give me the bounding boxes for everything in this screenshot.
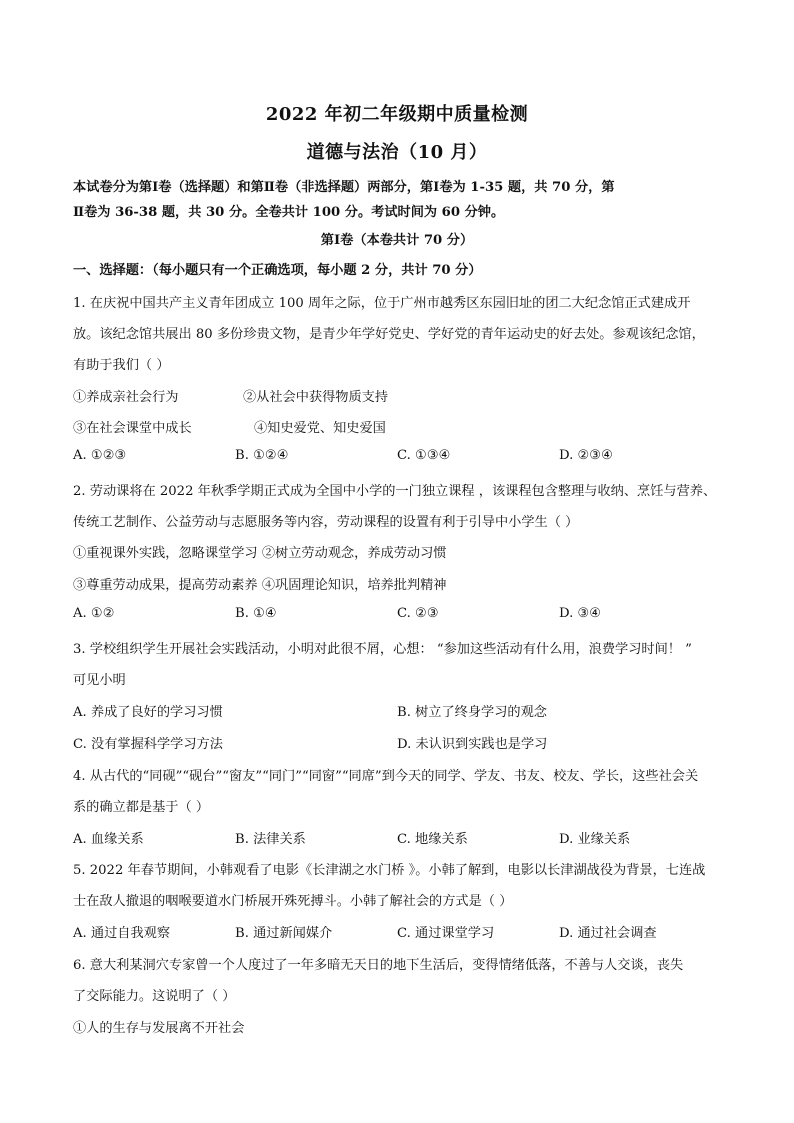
question-4-line-2: 系的确立都是基于（ ） [73, 800, 210, 815]
question-3-line-1: 3. 学校组织学生开展社会实践活动，小明对此很不屑，心想： “参加这些活动有什么用，浪费学习时间！ ” [73, 642, 692, 657]
exam-subtitle: 道德与法治（10 月） [306, 142, 488, 163]
question-2-option-d: D. ③④ [559, 606, 602, 621]
question-5-option-d: D. 通过社会调查 [559, 926, 657, 941]
question-2-option-b: B. ①④ [235, 606, 277, 621]
volume-heading: 第Ⅰ卷（本卷共计 70 分） [320, 233, 474, 248]
question-1-line-2: 放。该纪念馆共展出 80 多份珍贵文物，是青少年学好党史、学好党的青年运动史的好去处。参观该纪念馆， [73, 327, 705, 342]
question-1-option-d: D. ②③④ [559, 448, 613, 463]
intro-line-2: Ⅱ卷为 36-38 题，共 30 分。全卷共计 100 分。考试时间为 60 分钟。 [73, 205, 505, 220]
question-4-option-d: D. 业缘关系 [559, 832, 631, 847]
question-6-statement-1: ①人的生存与发展离不开社会 [73, 1021, 245, 1036]
question-2-statements-1: ①重视课外实践，忽略课堂学习 ②树立劳动观念，养成劳动习惯 [73, 546, 447, 561]
question-6-line-1: 6. 意大利某洞穴专家曾一个人度过了一年多暗无天日的地下生活后，变得情绪低落，不善与人交谈，丧失 [73, 958, 684, 973]
question-1-option-b: B. ①②④ [235, 448, 289, 463]
question-1-option-a: A. ①②③ [73, 448, 127, 463]
question-5-option-b: B. 通过新闻媒介 [235, 926, 333, 941]
question-3-option-d: D. 未认识到实践也是学习 [397, 737, 548, 752]
question-6-line-2: 了交际能力。这说明了（ ） [73, 989, 236, 1004]
question-1-statement-2: ②从社会中获得物质支持 [243, 390, 389, 405]
question-2-line-1: 2. 劳动课将在 2022 年秋季学期正式成为全国中小学的一门独立课程 ，该课程包含整理与收纳、烹饪与营养、 [73, 484, 717, 499]
question-1-option-c: C. ①③④ [397, 448, 451, 463]
intro-line-1: 本试卷分为第Ⅰ卷（选择题）和第Ⅱ卷（非选择题）两部分，第Ⅰ卷为 1-35 题，共 70 分，第 [73, 180, 615, 195]
question-4-option-b: B. 法律关系 [235, 832, 306, 847]
question-3-option-a: A. 养成了良好的学习习惯 [73, 705, 223, 720]
question-5-option-c: C. 通过课堂学习 [397, 926, 495, 941]
question-2-statements-2: ③尊重劳动成果，提高劳动素养 ④巩固理论知识，培养批判精神 [73, 578, 447, 593]
question-5-line-2: 士在敌人撤退的咽喉要道水门桥展开殊死搏斗。小韩了解社会的方式是（ ） [73, 894, 513, 909]
question-1-statement-4: ④知史爱党、知史爱国 [254, 421, 386, 436]
question-1-statement-3: ③在社会课堂中成长 [73, 421, 192, 436]
question-4-line-1: 4. 从古代的“同砚”“砚台”“窗友”“同门”“同窗”“同席”到今天的同学、学友、书友、校友、学长，这些社会关 [73, 769, 699, 784]
question-5-line-1: 5. 2022 年春节期间，小韩观看了电影《长津湖之水门桥 》。小韩了解到，电影以长津湖战役为背景，七连战 [73, 863, 706, 878]
question-1-line-1: 1. 在庆祝中国共产主义青年团成立 100 周年之际，位于广州市越秀区东园旧址的团二大纪念馆正式建成开 [73, 296, 691, 311]
exam-title: 2022 年初二年级期中质量检测 [265, 104, 529, 125]
question-3-option-c: C. 没有掌握科学学习方法 [73, 737, 223, 752]
question-4-option-a: A. 血缘关系 [73, 832, 144, 847]
question-1-statement-1: ①养成亲社会行为 [73, 390, 179, 405]
question-2-option-a: A. ①② [73, 606, 115, 621]
question-3-line-2: 可见小明 [73, 673, 126, 688]
question-5-option-a: A. 通过自我观察 [73, 926, 171, 941]
question-2-line-2: 传统工艺制作、公益劳动与志愿服务等内容，劳动课程的设置有利于引导中小学生（ ） [73, 515, 579, 530]
section-heading: 一、选择题：（每小题只有一个正确选项，每小题 2 分，共计 70 分） [73, 263, 482, 278]
question-4-option-c: C. 地缘关系 [397, 832, 468, 847]
question-3-option-b: B. 树立了终身学习的观念 [397, 705, 547, 720]
question-2-option-c: C. ②③ [397, 606, 439, 621]
question-1-line-3: 有助于我们（ ） [73, 358, 170, 373]
